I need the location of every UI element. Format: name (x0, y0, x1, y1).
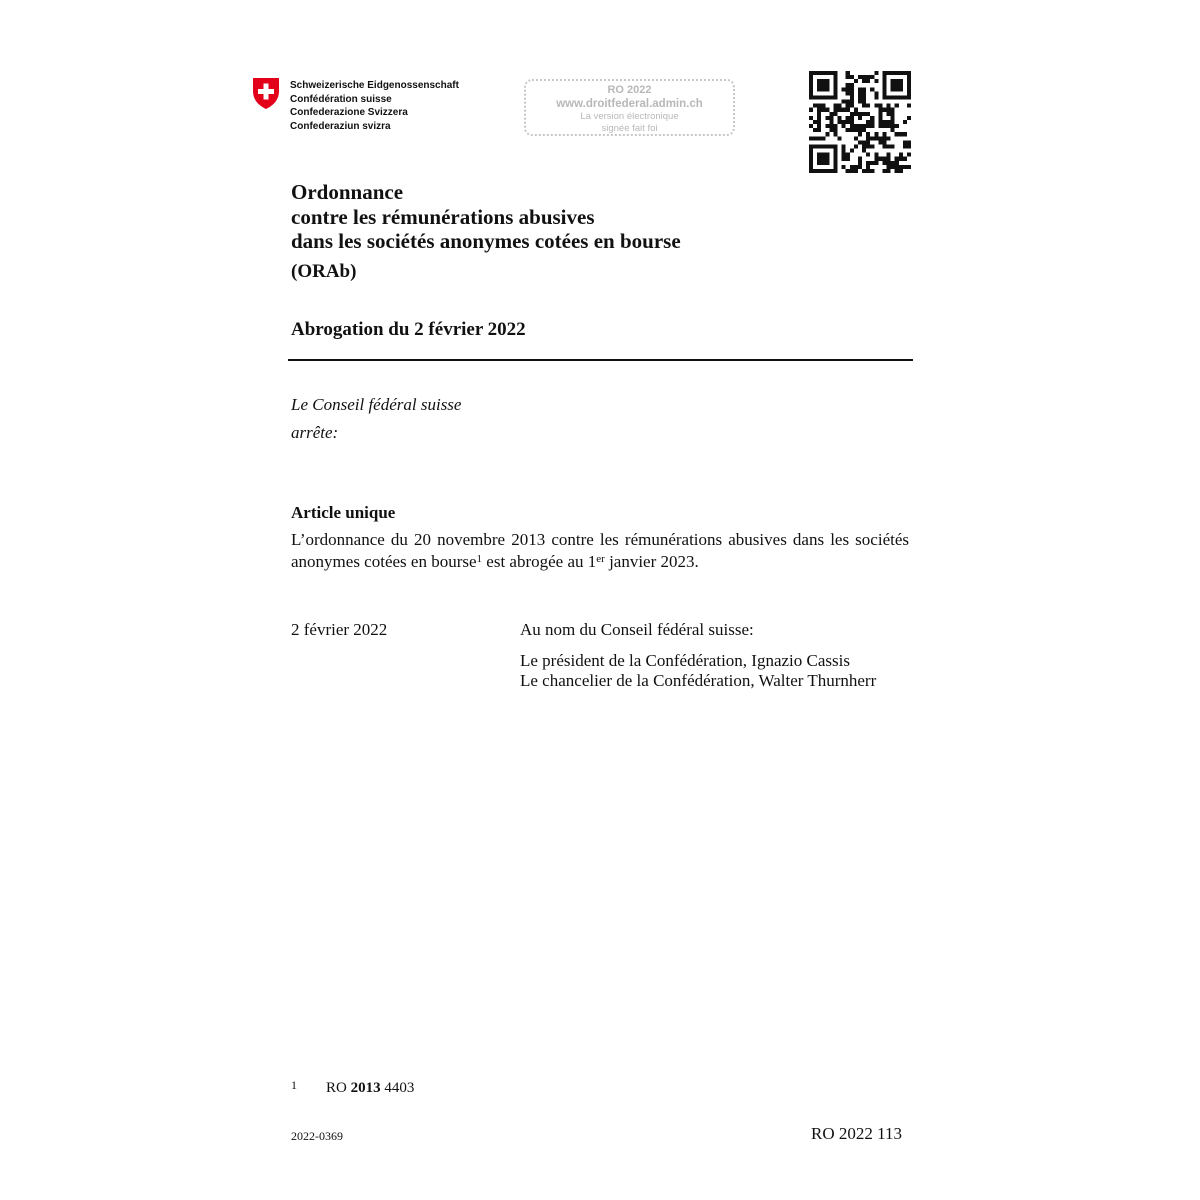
title-divider (288, 359, 913, 361)
federation-name-fr: Confédération suisse (290, 93, 392, 105)
signature-heading: Au nom du Conseil fédéral suisse: (520, 620, 754, 639)
qr-code-icon (809, 71, 911, 173)
footnote-year: 2013 (350, 1080, 381, 1096)
article-text-part1: L’ordonnance du 20 novembre 2013 contre les rémunérations abusives dans les sociétés anonymes cotées en bourse (291, 530, 909, 571)
title-abbreviation: (ORAb) (291, 261, 357, 282)
article-heading: Article unique (291, 503, 396, 522)
signatory-president: Le président de la Confédération, Ignazio Cassis (520, 651, 850, 670)
document-subtitle: Abrogation du 2 février 2022 (291, 319, 526, 340)
stamp-ro-label: RO 2022 (607, 84, 652, 96)
stamp-note-line1: La version électronique (580, 111, 679, 122)
article-text-part2: est abrogée au 1 (482, 552, 597, 571)
ro-reference: RO 2022 113 (811, 1124, 902, 1143)
article-text (291, 529, 909, 573)
title-line-1: Ordonnance (291, 180, 404, 204)
preamble-authority: Le Conseil fédéral suisse (291, 395, 462, 414)
document-number: 2022-0369 (291, 1129, 343, 1143)
federation-name-de: Schweizerische Eidgenossenschaft (290, 80, 459, 91)
article-text-part3: janvier 2023. (604, 552, 699, 571)
federation-name-it: Confederazione Svizzera (290, 107, 408, 118)
title-line-3: dans les sociétés anonymes cotées en bourse (291, 229, 681, 253)
footnote-prefix: RO (326, 1080, 351, 1096)
title-line-2: contre les rémunérations abusives (291, 204, 595, 229)
document-title (291, 180, 681, 254)
footnote-number: 1 (291, 1078, 297, 1092)
ordinal-superscript: er (596, 553, 605, 565)
footnote-text (326, 1078, 414, 1098)
signature-date: 2 février 2022 (291, 620, 388, 639)
electronic-signature-stamp (524, 79, 735, 136)
signatories (520, 651, 876, 691)
signatory-chancellor: Le chancelier de la Confédération, Walter Thurnherr (520, 671, 877, 690)
swiss-cross-icon (252, 77, 280, 110)
federation-name-rm: Confederaziun svizra (290, 120, 391, 132)
preamble (291, 391, 461, 447)
stamp-website: www.droitfederal.admin.ch (556, 98, 703, 110)
footnote-page: 4403 (380, 1080, 415, 1096)
preamble-decree: arrête: (291, 423, 339, 442)
stamp-note-line2: signée fait foi (601, 123, 658, 134)
federation-names (290, 79, 459, 133)
footnote-reference: 1 (476, 553, 483, 565)
